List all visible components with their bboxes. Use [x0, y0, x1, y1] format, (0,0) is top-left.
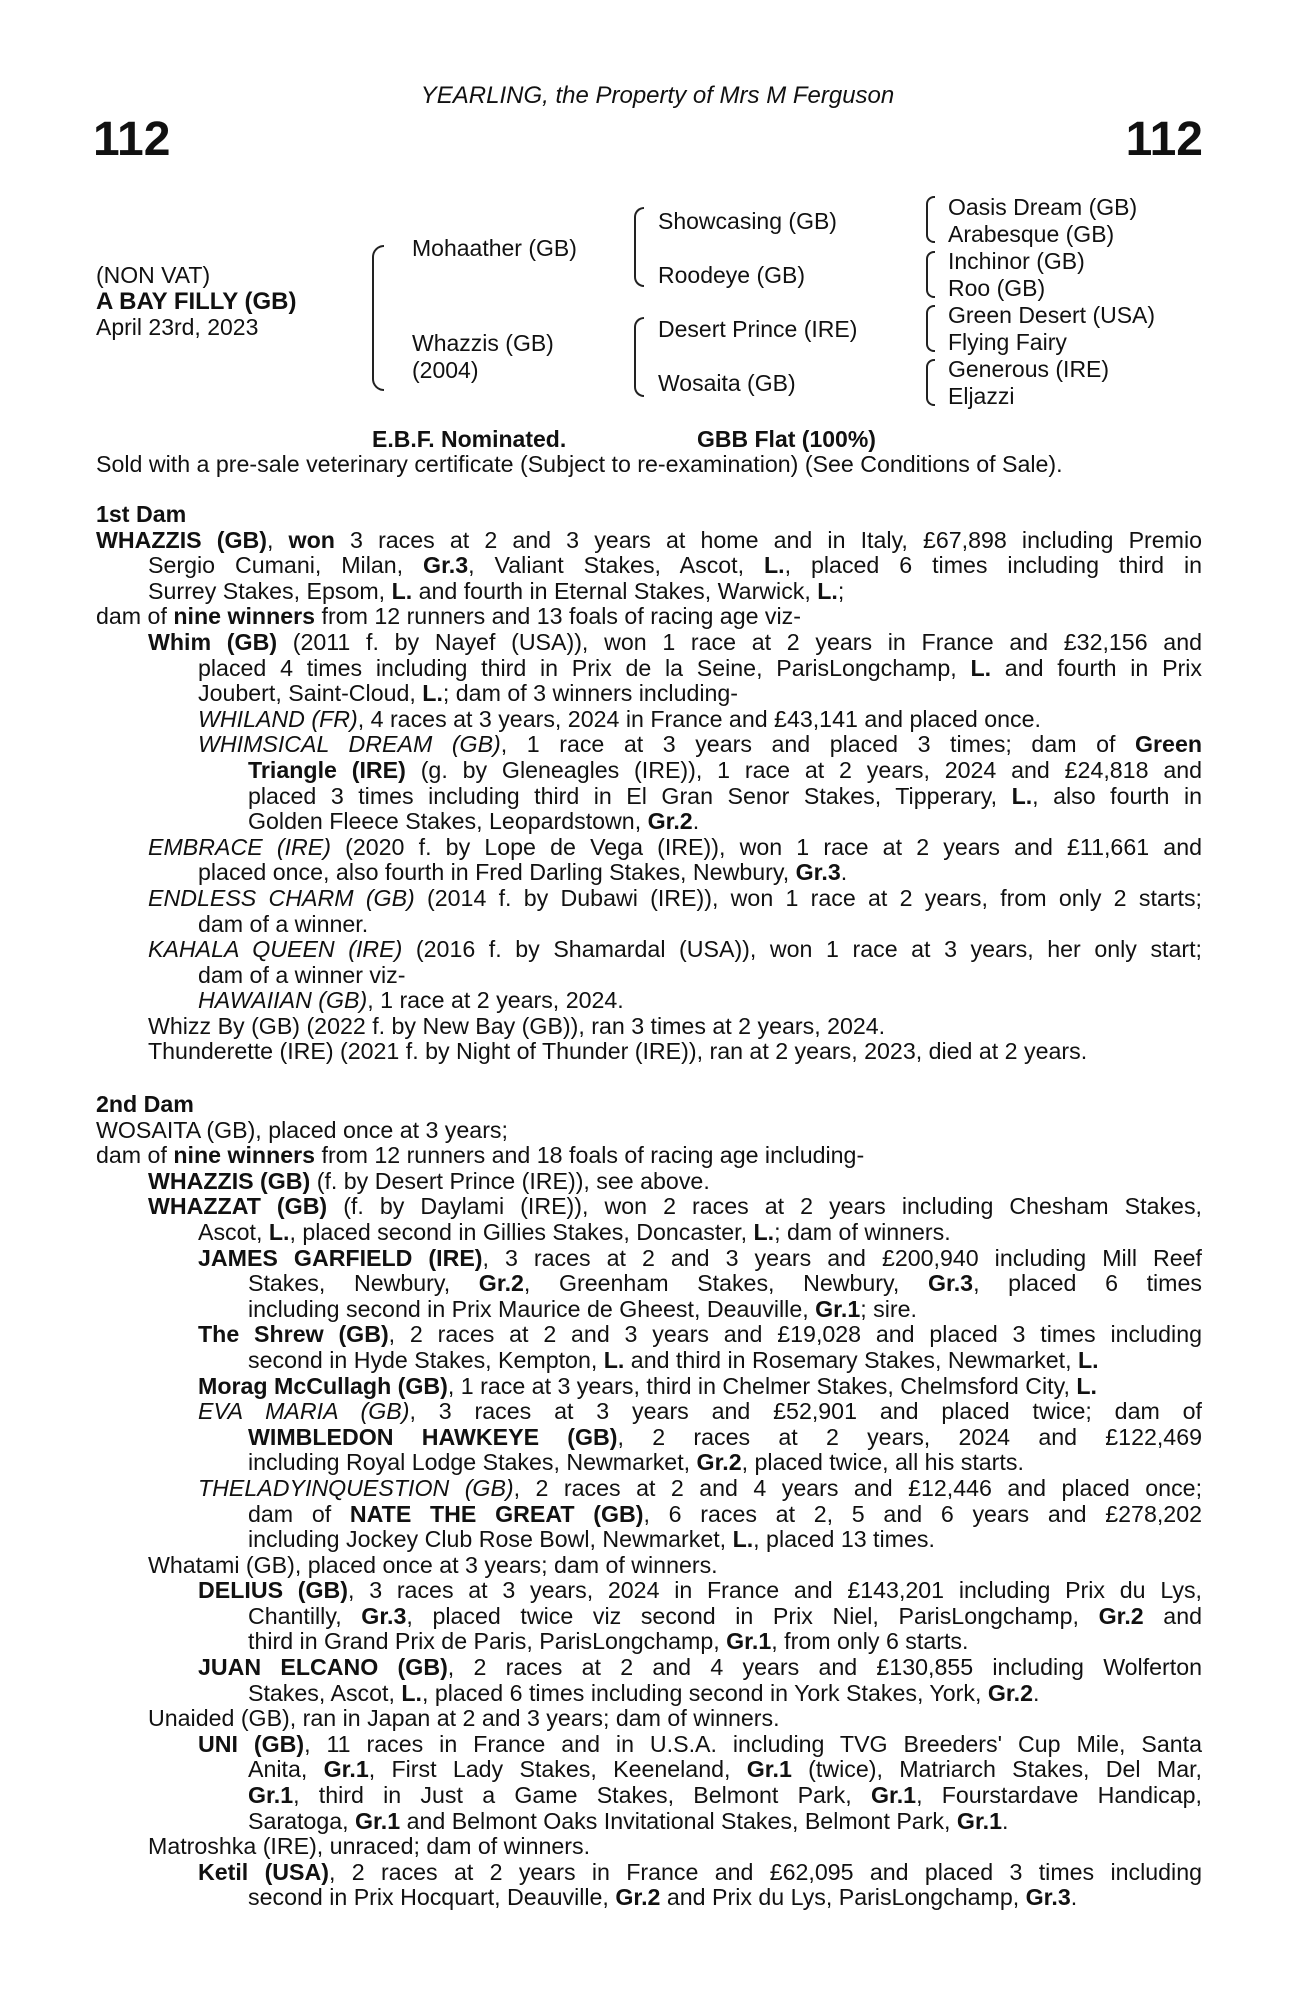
text-run: , 11 races in France and in U.S.A. including TVG Breeders' Cup Mile, Santa: [304, 1730, 1202, 1757]
produce-line: [96, 912, 1202, 938]
text-run: EVA MARIA (GB): [198, 1398, 410, 1425]
text-run: Gr.1: [870, 1782, 917, 1809]
text-run: , 1 race at 3 years and placed 3 times; dam of: [500, 731, 1135, 758]
dam-line: [96, 579, 1202, 605]
text-run: WOSAITA (GB), placed once at 3 years;: [96, 1116, 508, 1143]
text-run: placed 4 times including third in Prix de la Seine, ParisLongchamp,: [198, 654, 971, 681]
text-run: Stakes, Ascot,: [248, 1679, 402, 1706]
text-run: L.: [1011, 782, 1033, 809]
text-run: Joubert, Saint-Cloud,: [198, 680, 423, 707]
dam-dam-name: Wosaita (GB): [658, 370, 796, 396]
g3-3: Inchinor (GB): [948, 248, 1085, 274]
text-run: Gr.2: [987, 1679, 1033, 1706]
text-run: , Valiant Stakes, Ascot,: [468, 552, 765, 579]
text-run: dam of a winner.: [198, 910, 369, 937]
g3-4: Roo (GB): [948, 275, 1046, 301]
produce-line: [96, 630, 1202, 656]
text-run: Gr.1: [815, 1295, 861, 1322]
text-run: Gr.3: [927, 1270, 974, 1297]
pedigree-brace-g2: [926, 251, 935, 298]
text-run: Stakes, Newbury,: [248, 1270, 479, 1297]
text-run: , placed 6 times including second in York Stakes, York,: [421, 1679, 988, 1706]
text-run: ,: [266, 526, 289, 553]
g3-8: Eljazzi: [948, 383, 1015, 409]
dam-line: [96, 528, 1202, 554]
text-run: second in Hyde Stakes, Kempton,: [248, 1346, 604, 1373]
text-run: , third in Just a Game Stakes, Belmont Park,: [293, 1782, 871, 1809]
produce-line: [96, 1732, 1202, 1758]
g3-5: Green Desert (USA): [948, 302, 1156, 328]
text-run: , placed 13 times.: [753, 1526, 935, 1553]
produce-line: [96, 1014, 1202, 1040]
text-run: Gr.3: [423, 552, 469, 579]
text-run: , 2 races at 2 years in France and £62,095 and placed 3 times including: [328, 1858, 1202, 1885]
produce-line: [96, 1246, 1202, 1272]
text-run: and Prix du Lys, ParisLongchamp,: [660, 1884, 1026, 1911]
produce-line: [96, 1860, 1202, 1886]
text-run: .: [1032, 1679, 1040, 1706]
text-run: Morag McCullagh (GB): [198, 1372, 448, 1399]
text-run: ENDLESS CHARM (GB): [148, 884, 415, 911]
produce-line: [96, 1399, 1202, 1425]
text-run: Gr.3: [795, 859, 841, 886]
pedigree-brace-main: [372, 245, 384, 391]
foaling-date: April 23rd, 2023: [96, 314, 259, 340]
text-run: EMBRACE (IRE): [148, 833, 331, 860]
text-run: and third in Rosemary Stakes, Newmarket,: [624, 1346, 1078, 1373]
g3-6: Flying Fairy: [948, 329, 1067, 355]
text-run: (2016 f. by Shamardal (USA)), won 1 race at 3 years, her only start;: [402, 936, 1202, 963]
gbb-status: GBB Flat (100%): [697, 426, 876, 452]
produce-line: [96, 860, 1202, 886]
text-run: Whatami (GB), placed once at 3 years; dam of winners.: [148, 1551, 718, 1578]
produce-line: [96, 1194, 1202, 1220]
text-run: Gr.1: [355, 1807, 401, 1834]
produce-line: [96, 758, 1202, 784]
lot-number-left: 112: [93, 113, 171, 166]
text-run: Ascot,: [198, 1218, 269, 1245]
dam-line: [96, 1118, 1202, 1144]
produce-line: [96, 1220, 1202, 1246]
produce-line: [96, 1783, 1202, 1809]
first-dam-section: [96, 502, 1202, 1065]
text-run: L.: [732, 1526, 754, 1553]
text-run: from 12 runners and 13 foals of racing age viz-: [315, 603, 801, 630]
dam-sire-name: Desert Prince (IRE): [658, 316, 858, 342]
produce-line: [96, 1450, 1202, 1476]
text-run: Gr.1: [248, 1782, 294, 1809]
text-run: WHILAND (FR): [198, 705, 358, 732]
g3-7: Generous (IRE): [948, 356, 1110, 382]
produce-line: [96, 1039, 1202, 1065]
text-run: (f. by Daylami (IRE)), won 2 races at 2 years including Chesham Stakes,: [327, 1193, 1202, 1220]
produce-line: [96, 1348, 1202, 1374]
g3-2: Arabesque (GB): [948, 221, 1115, 247]
text-run: L.: [970, 654, 992, 681]
text-run: L.: [422, 680, 443, 707]
produce-line: [96, 784, 1202, 810]
text-run: .: [692, 808, 700, 835]
text-run: , placed twice viz second in Prix Niel, ParisLongchamp,: [406, 1602, 1099, 1629]
g3-1: Oasis Dream (GB): [948, 194, 1138, 220]
text-run: Gr.1: [323, 1756, 369, 1783]
produce-line: [96, 732, 1202, 758]
text-run: Surrey Stakes, Epsom,: [148, 577, 392, 604]
pedigree-brace-sire: [634, 207, 644, 287]
produce-line: [96, 1629, 1202, 1655]
produce-line: [96, 1169, 1202, 1195]
text-run: ; dam of 3 winners including-: [442, 680, 739, 707]
text-run: , 2 races at 2 and 3 years and £19,028 and placed 3 times including: [388, 1321, 1202, 1348]
text-run: Gr.2: [615, 1884, 661, 1911]
text-run: from 12 runners and 18 foals of racing age including-: [315, 1142, 865, 1169]
text-run: third in Grand Prix de Paris, ParisLongchamp,: [248, 1628, 727, 1655]
text-run: WIMBLEDON HAWKEYE (GB): [248, 1423, 618, 1450]
sire-sire-name: Showcasing (GB): [658, 208, 837, 234]
text-run: L.: [268, 1218, 290, 1245]
text-run: , Fourstardave Handicap,: [916, 1782, 1203, 1809]
text-run: , 1 race at 2 years, 2024.: [367, 987, 624, 1014]
text-run: , 3 races at 3 years and £52,901 and placed twice; dam of: [409, 1398, 1202, 1425]
text-run: Ketil (USA): [198, 1858, 329, 1885]
catalogue-heading: YEARLING, the Property of Mrs M Ferguson: [420, 82, 895, 109]
pedigree-brace-g1: [926, 196, 935, 243]
text-run: , Greenham Stakes, Newbury,: [523, 1270, 928, 1297]
vet-certificate-note: Sold with a pre-sale veterinary certificate (Subject to re-examination) (See Conditions of Sale).: [96, 451, 1063, 477]
text-run: THELADYINQUESTION (GB): [198, 1474, 514, 1501]
text-run: Gr.2: [1098, 1602, 1144, 1629]
horse-name: A BAY FILLY (GB): [96, 288, 297, 315]
dam-line: [96, 553, 1202, 579]
text-run: Green: [1134, 731, 1202, 758]
text-run: and fourth in Prix: [991, 654, 1202, 681]
sire-dam-name: Roodeye (GB): [658, 262, 806, 288]
text-run: Thunderette (IRE) (2021 f. by Night of Thunder (IRE)), ran at 2 years, 2023, died at 2 years.: [148, 1038, 1088, 1065]
text-run: Gr.2: [647, 808, 693, 835]
text-run: .: [1070, 1884, 1078, 1911]
pedigree-brace-g4: [926, 359, 935, 406]
produce-line: [96, 963, 1202, 989]
produce-line: [96, 988, 1202, 1014]
produce-line: [96, 1604, 1202, 1630]
text-run: (g. by Gleneagles (IRE)), 1 race at 2 years, 2024 and £24,818 and: [405, 756, 1203, 783]
dam-foaled-year: (2004): [412, 357, 479, 383]
produce-line: [96, 886, 1202, 912]
second-dam-section: [96, 1092, 1202, 1911]
text-run: KAHALA QUEEN (IRE): [148, 936, 403, 963]
text-run: dam of: [96, 1142, 174, 1169]
produce-line: [96, 1809, 1202, 1835]
text-run: JUAN ELCANO (GB): [198, 1654, 448, 1681]
produce-line: [96, 1425, 1202, 1451]
text-run: and fourth in Eternal Stakes, Warwick,: [412, 577, 818, 604]
text-run: L.: [764, 552, 785, 579]
produce-line: [96, 1322, 1202, 1348]
text-run: nine winners: [173, 603, 316, 630]
text-run: , 3 races at 2 and 3 years and £200,940 including Mill Reef: [482, 1244, 1202, 1271]
text-run: NATE THE GREAT (GB): [349, 1500, 644, 1527]
text-run: (f. by Desert Prince (IRE)), see above.: [310, 1167, 710, 1194]
produce-line: [96, 1655, 1202, 1681]
text-run: Gr.3: [361, 1602, 407, 1629]
text-run: (2011 f. by Nayef (USA)), won 1 race at 2 years in France and £32,156 and: [277, 628, 1202, 655]
text-run: , also fourth in: [1032, 782, 1202, 809]
text-run: L.: [1076, 1372, 1097, 1399]
text-run: .: [840, 859, 848, 886]
text-run: L.: [391, 577, 413, 604]
text-run: WHIMSICAL DREAM (GB): [198, 731, 501, 758]
dam-name: Whazzis (GB): [412, 330, 554, 356]
text-run: Golden Fleece Stakes, Leopardstown,: [248, 808, 648, 835]
produce-line: [96, 1527, 1202, 1553]
vat-status: (NON VAT): [96, 262, 211, 288]
produce-line: [96, 809, 1202, 835]
text-run: won: [288, 526, 335, 553]
produce-line: [96, 1681, 1202, 1707]
text-run: Whim (GB): [148, 628, 278, 655]
produce-line: [96, 1757, 1202, 1783]
produce-line: [96, 681, 1202, 707]
produce-line: [96, 1553, 1202, 1579]
text-run: including Royal Lodge Stakes, Newmarket,: [248, 1449, 697, 1476]
text-run: ; dam of winners.: [774, 1218, 951, 1245]
text-run: (2020 f. by Lope de Vega (IRE)), won 1 race at 2 years and £11,661 and: [330, 833, 1202, 860]
text-run: HAWAIIAN (GB): [198, 987, 368, 1014]
text-run: , from only 6 starts.: [771, 1628, 969, 1655]
text-run: DELIUS (GB): [198, 1577, 348, 1604]
text-run: , placed 6 times including third in: [784, 552, 1202, 579]
text-run: Gr.2: [478, 1270, 524, 1297]
text-run: , 1 race at 3 years, third in Chelmer Stakes, Chelmsford City,: [447, 1372, 1077, 1399]
text-run: ; sire.: [860, 1295, 917, 1322]
text-run: Unaided (GB), ran in Japan at 2 and 3 years; dam of winners.: [148, 1705, 780, 1732]
text-run: dam of a winner viz-: [198, 961, 406, 988]
text-run: Gr.2: [696, 1449, 742, 1476]
text-run: 3 races at 2 and 3 years at home and in Italy, £67,898 including Premio: [334, 526, 1203, 553]
ebf-nomination: E.B.F. Nominated.: [372, 426, 567, 452]
text-run: Chantilly,: [248, 1602, 362, 1629]
text-run: nine winners: [173, 1142, 316, 1169]
text-run: Gr.1: [726, 1628, 772, 1655]
produce-line: [96, 1476, 1202, 1502]
text-run: Matroshka (IRE), unraced; dam of winners.: [148, 1833, 591, 1860]
text-run: Gr.1: [746, 1756, 792, 1783]
produce-line: [96, 937, 1202, 963]
produce-line: [96, 1885, 1202, 1911]
produce-line: [96, 1834, 1202, 1860]
produce-line: [96, 1297, 1202, 1323]
text-run: , placed 6 times: [973, 1270, 1202, 1297]
pedigree-brace-dam: [634, 317, 644, 397]
text-run: including Jockey Club Rose Bowl, Newmarket,: [248, 1526, 733, 1553]
produce-line: [96, 1374, 1202, 1400]
dam-line: [96, 1143, 1202, 1169]
text-run: Anita,: [248, 1756, 324, 1783]
text-run: and: [1143, 1602, 1202, 1629]
text-run: , 2 races at 2 years, 2024 and £122,469: [617, 1423, 1202, 1450]
text-run: .: [1002, 1807, 1009, 1834]
produce-line: [96, 1502, 1202, 1528]
text-run: L.: [817, 577, 838, 604]
text-run: , 3 races at 3 years, 2024 in France and £143,201 including Prix du Lys,: [348, 1577, 1202, 1604]
text-run: second in Prix Hocquart, Deauville,: [248, 1884, 616, 1911]
dam-line: [96, 604, 1202, 630]
text-run: WHAZZIS (GB): [148, 1167, 311, 1194]
text-run: , 4 races at 3 years, 2024 in France and £43,141 and placed once.: [357, 705, 1041, 732]
text-run: UNI (GB): [198, 1730, 305, 1757]
produce-line: [96, 1271, 1202, 1297]
produce-line: [96, 1706, 1202, 1732]
text-run: , First Lady Stakes, Keeneland,: [368, 1756, 747, 1783]
text-run: Triangle (IRE): [248, 756, 406, 783]
text-run: WHAZZIS (GB): [96, 526, 267, 553]
text-run: L.: [753, 1218, 775, 1245]
text-run: (2014 f. by Dubawi (IRE)), won 1 race at 2 years, from only 2 starts;: [414, 884, 1202, 911]
text-run: , placed twice, all his starts.: [741, 1449, 1024, 1476]
text-run: , 2 races at 2 and 4 years and £130,855 including Wolferton: [447, 1654, 1202, 1681]
text-run: , 6 races at 2, 5 and 6 years and £278,202: [643, 1500, 1202, 1527]
text-run: ;: [837, 577, 845, 604]
produce-line: [96, 656, 1202, 682]
text-run: Saratoga,: [248, 1807, 355, 1834]
produce-line: [96, 1578, 1202, 1604]
text-run: placed 3 times including third in El Gran Senor Stakes, Tipperary,: [248, 782, 1012, 809]
pedigree-brace-g3: [926, 305, 935, 352]
text-run: The Shrew (GB): [198, 1321, 389, 1348]
text-run: including second in Prix Maurice de Gheest, Deauville,: [248, 1295, 816, 1322]
produce-line: [96, 707, 1202, 733]
text-run: JAMES GARFIELD (IRE): [198, 1244, 483, 1271]
text-run: (twice), Matriarch Stakes, Del Mar,: [791, 1756, 1202, 1783]
text-run: Gr.3: [1025, 1884, 1071, 1911]
first-dam-heading: 1st Dam: [96, 501, 187, 527]
text-run: L.: [1077, 1346, 1099, 1373]
produce-line: [96, 835, 1202, 861]
text-run: dam of: [248, 1500, 350, 1527]
text-run: dam of: [96, 603, 174, 630]
text-run: L.: [603, 1346, 625, 1373]
lot-number-right: 112: [1125, 113, 1203, 166]
text-run: placed once, also fourth in Fred Darling Stakes, Newbury,: [198, 859, 796, 886]
text-run: Sergio Cumani, Milan,: [148, 552, 424, 579]
text-run: Gr.1: [956, 1807, 1003, 1834]
text-run: WHAZZAT (GB): [148, 1193, 328, 1220]
sire-name: Mohaather (GB): [412, 235, 577, 261]
text-run: L.: [401, 1679, 422, 1706]
text-run: and Belmont Oaks Invitational Stakes, Belmont Park,: [400, 1807, 957, 1834]
text-run: Whizz By (GB) (2022 f. by New Bay (GB)), ran 3 times at 2 years, 2024.: [148, 1012, 886, 1039]
text-run: , 2 races at 2 and 4 years and £12,446 and placed once;: [513, 1474, 1203, 1501]
second-dam-heading: 2nd Dam: [96, 1091, 194, 1117]
text-run: , placed second in Gillies Stakes, Doncaster,: [289, 1218, 754, 1245]
